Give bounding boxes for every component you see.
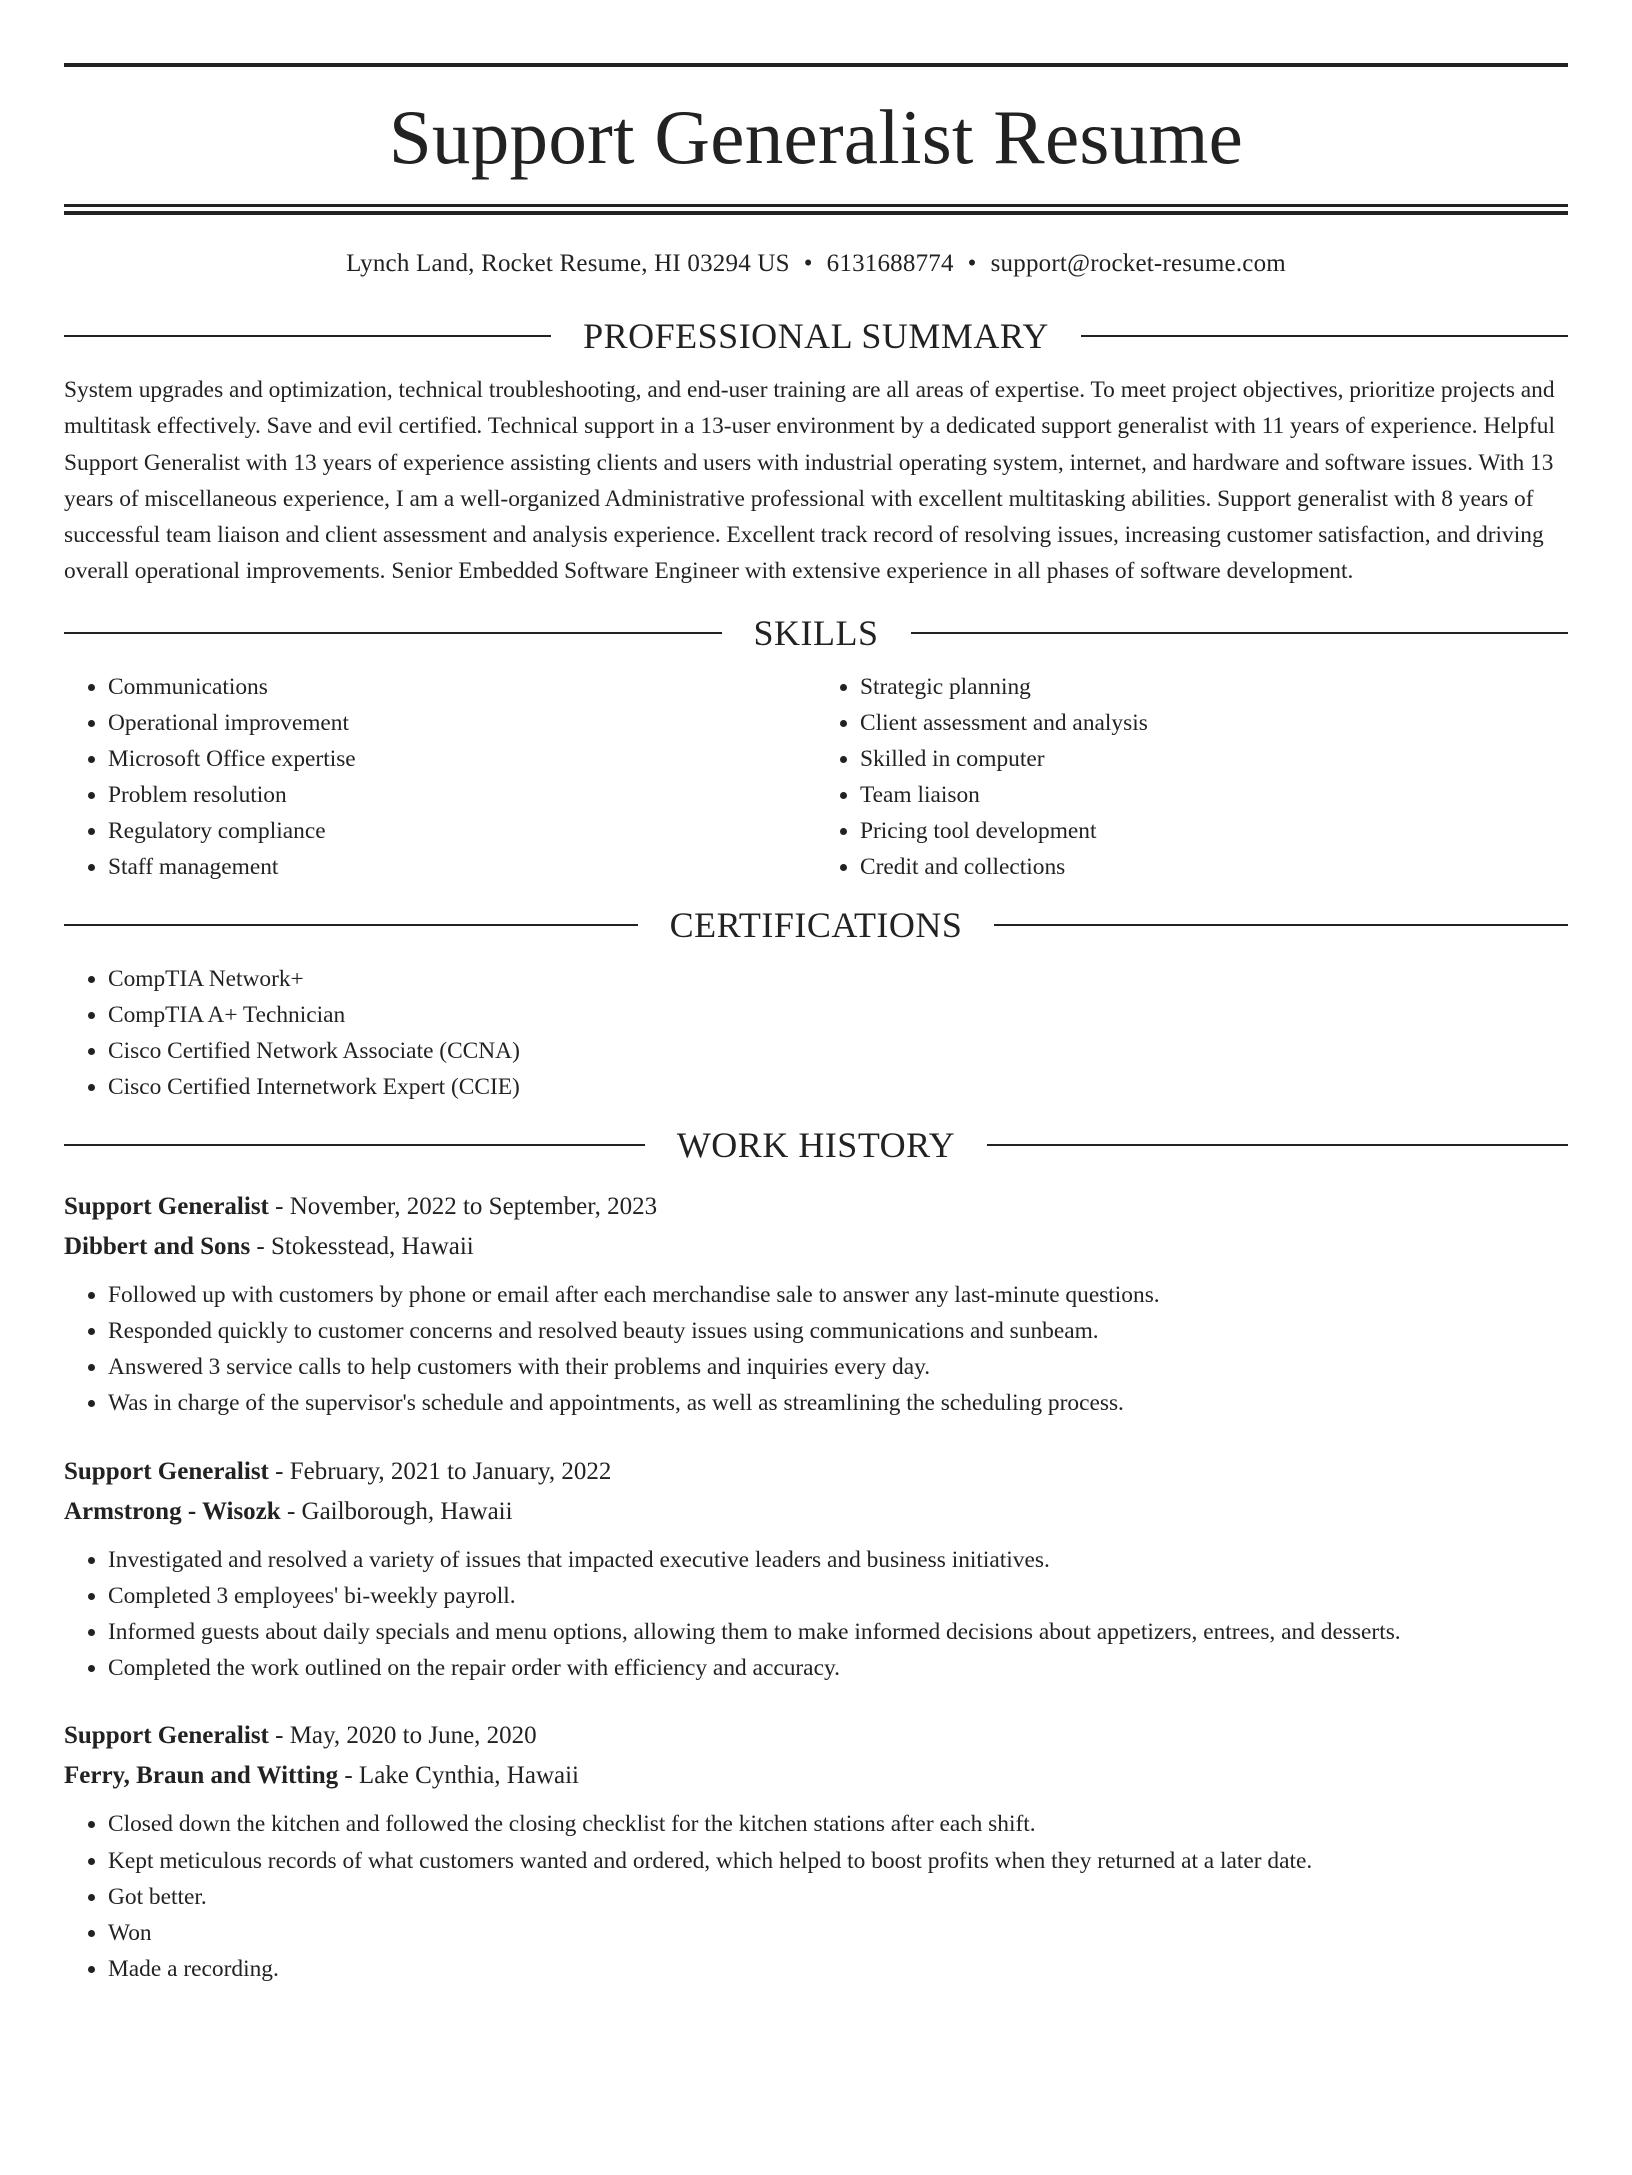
summary-heading: PROFESSIONAL SUMMARY [583,316,1049,356]
job-bullet: • Answered 3 service calls to help customers with their problems and inquiries every day. [108,1349,1568,1385]
resume-title: Support Generalist Resume [388,94,1244,180]
job-bullet: • Closed down the kitchen and followed the closing checklist for the kitchen stations after each shift. [108,1806,1568,1842]
job-location: - Gailborough, Hawaii [280,1497,513,1525]
skill-item: • Team liaison [860,777,1568,813]
job-bullet: • Got better. [108,1879,1568,1915]
job-dates: - November, 2022 to September, 2023 [268,1192,658,1220]
job-company-line [64,1227,1568,1267]
job-bullet: • Completed 3 employees' bi-weekly payroll. [108,1578,1568,1614]
skill-item: • Operational improvement [108,705,816,741]
contact-email[interactable]: support@rocket-resume.com [990,250,1286,277]
job-entry [64,1187,1568,1422]
job-bullet: • Informed guests about daily specials and menu options, allowing them to make informed decisions about appetizers, entrees, and desserts. [108,1614,1568,1650]
job-dates: - May, 2020 to June, 2020 [268,1722,537,1750]
job-company: Dibbert and Sons [64,1232,251,1260]
skill-item: • Communications [108,669,816,705]
skill-item: • Client assessment and analysis [860,705,1568,741]
job-company: Ferry, Braun and Witting [64,1762,339,1790]
job-location: - Stokesstead, Hawaii [250,1232,474,1260]
summary-section-header [64,314,1568,358]
skill-item: • Staff management [108,849,816,885]
job-bullet: • Kept meticulous records of what customers wanted and ordered, which helped to boost profits when they returned at a later date. [108,1843,1568,1879]
job-entry [64,1452,1568,1687]
skill-item: • Regulatory compliance [108,813,816,849]
job-bullet: • Made a recording. [108,1951,1568,1987]
job-bullet: • Completed the work outlined on the repair order with efficiency and accuracy. [108,1650,1568,1686]
skills-left-list [64,669,816,885]
job-dates: - February, 2021 to January, 2022 [268,1457,612,1485]
section-rule [911,632,1569,634]
job-entry [64,1716,1568,1987]
section-rule [987,1144,1568,1146]
skill-item: • Credit and collections [860,849,1568,885]
skill-item: • Problem resolution [108,777,816,813]
summary-text: System upgrades and optimization, technical troubleshooting, and end-user training are all areas of expertise. To meet project objectives, prioritize projects and multitask effectively. Save and evil certified. Technical support in a 13-user environment by a dedicated support generalist with 11 years of experience. Helpful Support Generalist with 13 years of experience assisting clients and users with industrial operating system, internet, and hardware and software issues. With 13 years of miscellaneous experience, I am a well-organized Administrative professional with excellent multitasking abilities. Support generalist with 8 years of successful team liaison and client assessment and analysis experience. Excellent track record of resolving issues, increasing customer satisfaction, and driving overall operational improvements. Senior Embedded Software Engineer with extensive experience in all phases of software development. [64,377,1555,585]
resume-page [0,63,1632,2175]
title-double-rule [64,204,1568,215]
skill-item: • Strategic planning [860,669,1568,705]
job-bullet: • Was in charge of the supervisor's schedule and appointments, as well as streamlining the scheduling process. [108,1385,1568,1421]
skills-right-list [816,669,1568,885]
work-history-section-header [64,1123,1568,1167]
skills-section-header [64,611,1568,655]
contact-separator: • [803,250,813,277]
certifications-heading: CERTIFICATIONS [669,904,963,945]
job-title-line [64,1716,1568,1756]
job-company-line [64,1492,1568,1532]
skill-item: • Skilled in computer [860,741,1568,777]
skill-item: • Microsoft Office expertise [108,741,816,777]
section-rule [64,335,551,337]
skill-item: • Pricing tool development [860,813,1568,849]
certification-item: • CompTIA A+ Technician [108,997,1568,1033]
job-bullets [64,1806,1568,1987]
job-bullet: • Investigated and resolved a variety of issues that impacted executive leaders and business initiatives. [108,1542,1568,1578]
contact-address: Lynch Land, Rocket Resume, HI 03294 US [346,250,790,277]
contact-phone: 6131688774 [826,250,954,277]
skills-heading: SKILLS [753,612,879,653]
section-rule [64,1144,645,1146]
job-title: Support Generalist [64,1457,269,1485]
skills-columns [64,669,1568,885]
section-rule [994,924,1568,926]
contact-line [64,247,1568,281]
section-rule [1081,335,1568,337]
certification-item: • Cisco Certified Network Associate (CCNA) [108,1033,1568,1069]
section-rule [64,632,722,634]
job-company-line [64,1756,1568,1796]
job-bullet: • Followed up with customers by phone or email after each merchandise sale to answer any last-minute questions. [108,1277,1568,1313]
work-history-heading: WORK HISTORY [676,1124,956,1165]
top-rule [64,63,1568,67]
job-title: Support Generalist [64,1722,269,1750]
job-bullets [64,1277,1568,1422]
job-title-line [64,1452,1568,1492]
job-bullet: • Responded quickly to customer concerns and resolved beauty issues using communications and sunbeam. [108,1313,1568,1349]
job-location: - Lake Cynthia, Hawaii [338,1762,580,1790]
certifications-section-header [64,903,1568,947]
certification-item: • CompTIA Network+ [108,961,1568,997]
job-bullets [64,1542,1568,1687]
job-company: Armstrong - Wisozk [64,1497,281,1525]
contact-separator: • [967,250,977,277]
section-rule [64,924,638,926]
job-bullet: • Won [108,1915,1568,1951]
job-title-line [64,1187,1568,1227]
certifications-list [64,961,1568,1105]
job-title: Support Generalist [64,1192,269,1220]
certification-item: • Cisco Certified Internetwork Expert (CCIE) [108,1069,1568,1105]
